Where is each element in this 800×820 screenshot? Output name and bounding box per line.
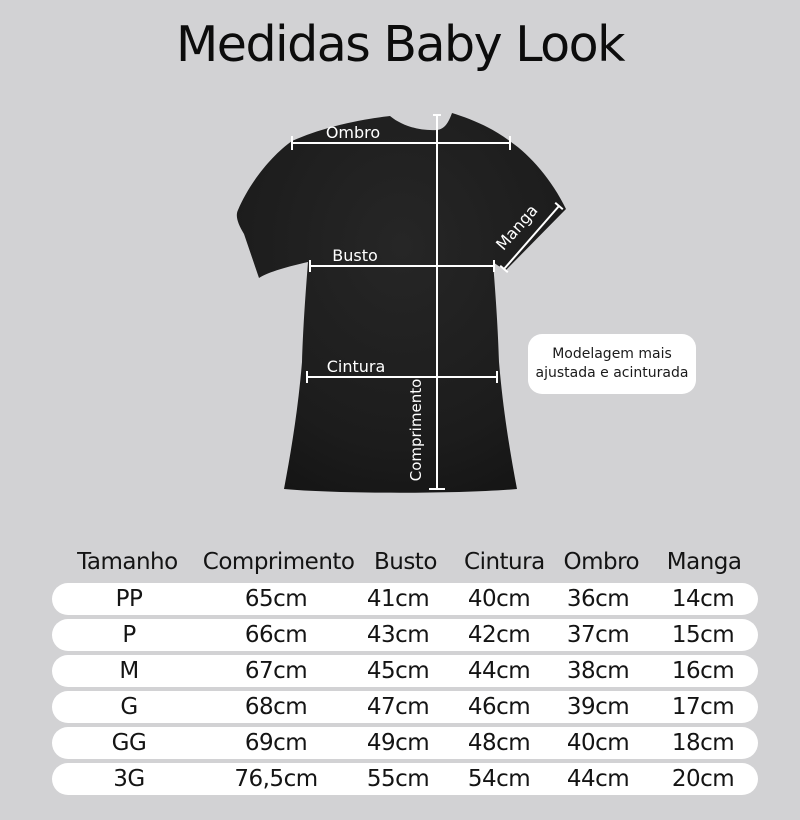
table-cell: 54cm: [467, 766, 531, 792]
cintura-label: Cintura: [326, 357, 386, 376]
table-header-cell: Manga: [666, 548, 742, 575]
table-cell: 37cm: [566, 622, 630, 648]
table-cell: GG: [111, 730, 147, 756]
table-cell: 40cm: [566, 730, 630, 756]
table-cell: G: [120, 694, 138, 720]
table-row: [52, 727, 758, 759]
table-cell: 3G: [113, 766, 145, 792]
table-cell: 44cm: [467, 658, 531, 684]
table-cell: 46cm: [467, 694, 531, 720]
table-cell: P: [122, 622, 136, 648]
table-row: [52, 655, 758, 687]
table-cell: 65cm: [244, 586, 308, 612]
table-cell: 40cm: [467, 586, 531, 612]
table-cell: 16cm: [671, 658, 735, 684]
table-cell: 68cm: [244, 694, 308, 720]
manga-label: Manga: [492, 200, 542, 254]
table-row: [52, 691, 758, 723]
table-cell: 39cm: [566, 694, 630, 720]
table-cell: 69cm: [244, 730, 308, 756]
page-title: Medidas Baby Look: [176, 16, 624, 73]
table-cell: 45cm: [366, 658, 430, 684]
table-cell: 43cm: [366, 622, 430, 648]
table-cell: 76,5cm: [234, 766, 318, 792]
table-cell: 55cm: [366, 766, 430, 792]
table-cell: 20cm: [671, 766, 735, 792]
tshirt-shape: [237, 113, 566, 493]
table-header-row: [52, 545, 758, 578]
table-cell: 47cm: [366, 694, 430, 720]
table-cell: 49cm: [366, 730, 430, 756]
table-cell: M: [119, 658, 139, 684]
table-cell: 15cm: [671, 622, 735, 648]
ombro-label: Ombro: [325, 123, 381, 142]
fit-callout-line2: ajustada e acinturada: [535, 365, 689, 381]
table-cell: 67cm: [244, 658, 308, 684]
busto-label: Busto: [332, 246, 378, 265]
table-cell: 48cm: [467, 730, 531, 756]
table-cell: 44cm: [566, 766, 630, 792]
fit-callout-line1: Modelagem mais: [552, 346, 672, 362]
table-cell: 66cm: [244, 622, 308, 648]
table-header-cell: Tamanho: [77, 548, 178, 575]
table-header-cell: Busto: [373, 548, 437, 575]
table-cell: PP: [115, 586, 143, 612]
table-cell: 38cm: [566, 658, 630, 684]
table-header-cell: Cintura: [464, 548, 545, 575]
table-header-cell: Ombro: [563, 548, 640, 575]
fit-callout: [528, 334, 696, 394]
table-cell: 41cm: [366, 586, 430, 612]
table-cell: 17cm: [671, 694, 735, 720]
table-row: [52, 619, 758, 651]
size-table: [52, 545, 758, 799]
table-cell: 36cm: [566, 586, 630, 612]
comprimento-label: Comprimento: [407, 378, 425, 482]
table-cell: 14cm: [671, 586, 735, 612]
table-row: [52, 583, 758, 615]
table-cell: 42cm: [467, 622, 531, 648]
table-cell: 18cm: [671, 730, 735, 756]
table-header-cell: Comprimento: [202, 548, 355, 575]
table-row: [52, 763, 758, 795]
